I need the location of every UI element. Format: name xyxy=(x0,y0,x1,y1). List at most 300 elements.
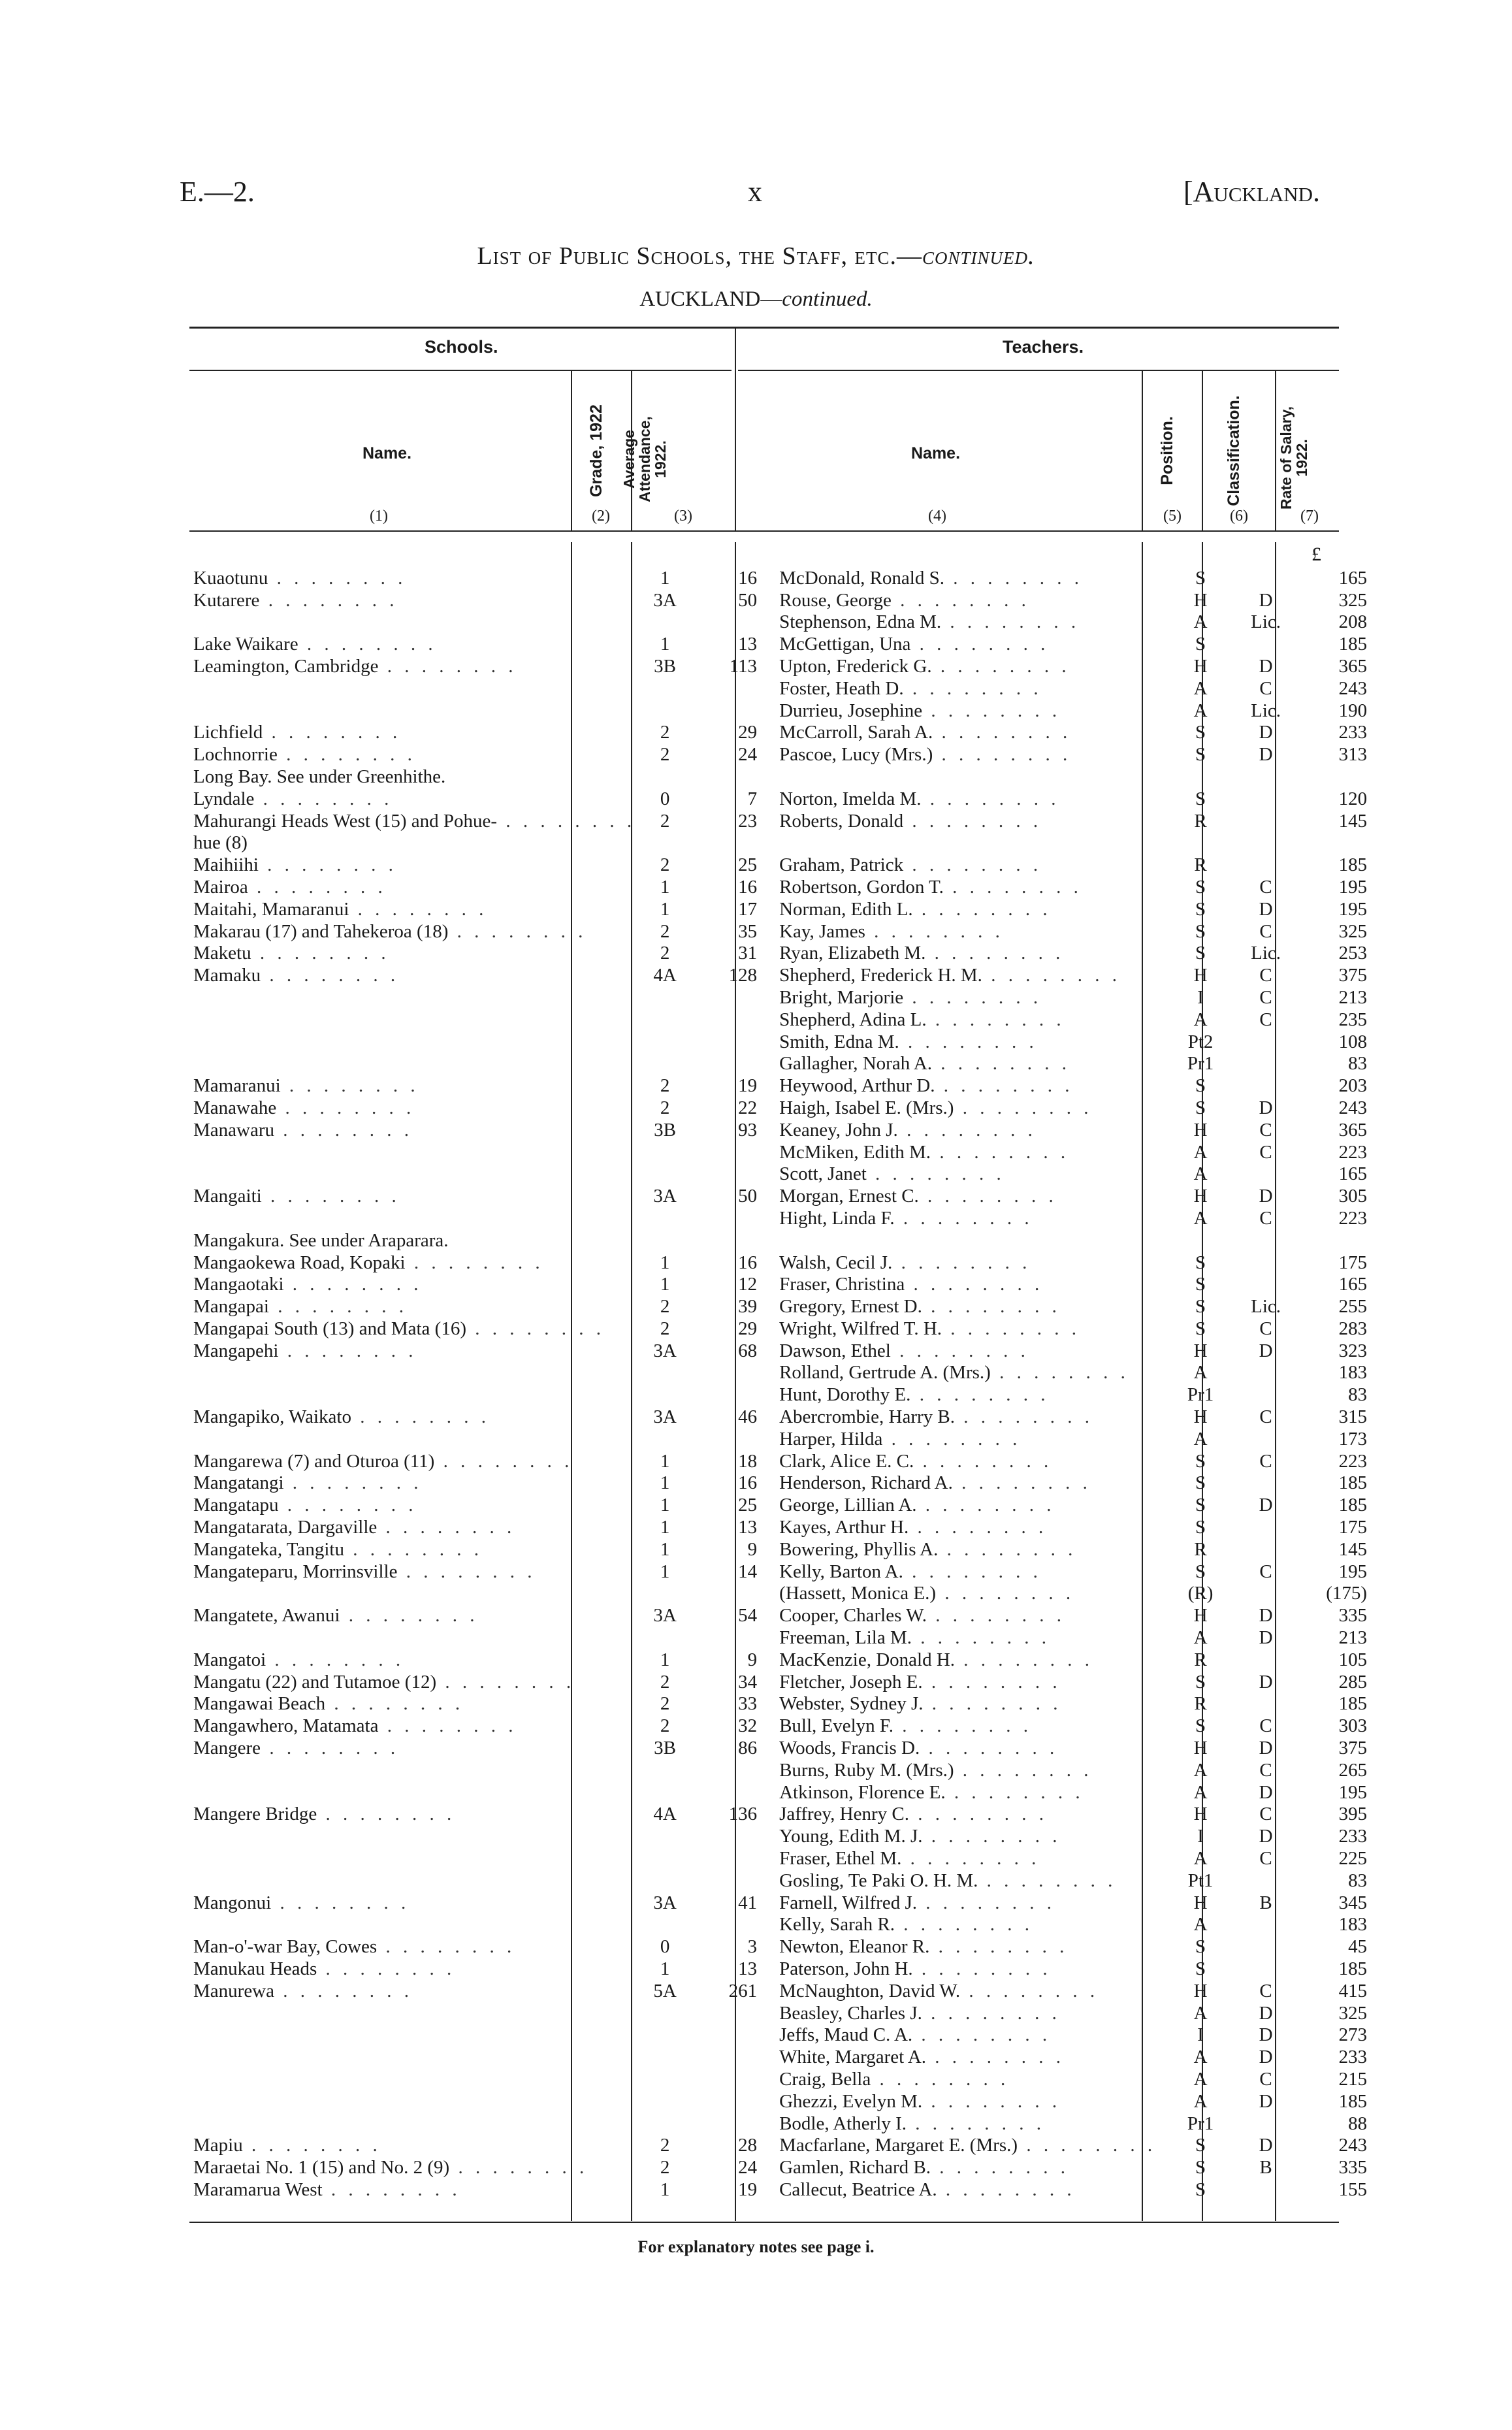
school-name: Mangarewa (7) and Oturoa (11) xyxy=(193,1450,435,1472)
teacher-name-cell xyxy=(762,2090,1171,2113)
position: A xyxy=(1193,677,1208,699)
leader-dots: . . . . . . . . xyxy=(925,943,1065,964)
school-name-cell xyxy=(189,1318,635,1340)
grade: 2 xyxy=(660,1075,670,1097)
salary-cell xyxy=(1302,611,1372,634)
salary-cell xyxy=(1302,1538,1372,1561)
col-position: Position. xyxy=(1158,416,1176,485)
grade: 1 xyxy=(660,1472,670,1494)
school-name: Kutarere xyxy=(193,589,260,611)
group-header-schools: Schools. xyxy=(425,337,498,357)
leader-dots: . . . . . . . . xyxy=(254,788,393,809)
school-name: Maraetai No. 1 (15) and No. 2 (9) xyxy=(193,2157,450,2179)
classification-cell xyxy=(1230,1295,1302,1318)
classification-cell xyxy=(1230,1627,1302,1649)
leader-dots: . . . . . . . . xyxy=(912,1958,1052,1979)
salary-cell xyxy=(1302,1847,1372,1870)
classification-cell xyxy=(1230,1009,1302,1031)
attendance-cell xyxy=(694,1119,762,1141)
table-row xyxy=(189,1141,1372,1163)
colnum-2: (2) xyxy=(592,508,610,525)
position: H xyxy=(1193,589,1208,611)
teacher-name: Callecut, Beatrice A. xyxy=(779,2179,937,2200)
leader-dots: . . . . . . . . xyxy=(952,1472,1091,1494)
position: Pt2 xyxy=(1187,1031,1214,1052)
classification: D xyxy=(1259,655,1273,677)
col-attendance: Average Attendance, 1922. xyxy=(620,416,669,502)
school-name-cell xyxy=(189,1428,635,1450)
leader-dots: . . . . . . . . xyxy=(929,1936,1069,1958)
position: S xyxy=(1195,2157,1206,2179)
grade-cell xyxy=(635,1781,694,1804)
attendance-cell xyxy=(694,611,762,634)
leader-dots: . . . . . . . . xyxy=(283,1472,423,1494)
classification-cell xyxy=(1230,1494,1302,1516)
teacher-name-cell xyxy=(762,1384,1171,1406)
position: S xyxy=(1195,1517,1206,1538)
school-name-cell xyxy=(189,1892,635,1914)
grade: 1 xyxy=(660,1274,670,1295)
grade-cell xyxy=(635,1428,694,1450)
attendance-cell xyxy=(694,1207,762,1229)
position-cell xyxy=(1171,2046,1230,2068)
grade: 2 xyxy=(660,920,670,942)
position: A xyxy=(1193,2068,1208,2090)
teacher-name: Robertson, Gordon T. xyxy=(779,876,944,898)
salary-cell xyxy=(1302,898,1372,920)
position: H xyxy=(1193,1738,1208,1759)
grade: 3B xyxy=(654,655,676,677)
school-name-cell xyxy=(189,1163,635,1186)
position: S xyxy=(1195,634,1206,655)
table-row xyxy=(189,1406,1372,1428)
salary: 233 xyxy=(1338,722,1368,743)
classification-cell xyxy=(1230,832,1302,854)
position-cell xyxy=(1171,766,1230,788)
classification: C xyxy=(1259,986,1272,1008)
colnum-4: (4) xyxy=(928,508,946,525)
grade: 2 xyxy=(660,2135,670,2156)
grade: 0 xyxy=(660,1936,670,1958)
school-name: Mangawai Beach xyxy=(193,1693,326,1715)
grade-cell xyxy=(635,1031,694,1053)
leader-dots: . . . . . . . . xyxy=(897,1119,1037,1141)
school-name-cell xyxy=(189,1340,635,1362)
leader-dots: . . . . . . . . xyxy=(248,876,387,898)
school-name: Mairoa xyxy=(193,876,248,898)
attendance: 16 xyxy=(738,1252,758,1273)
leader-dots: . . . . . . . . xyxy=(378,1715,517,1737)
school-name: Mangere xyxy=(193,1738,261,1759)
attendance-cell xyxy=(694,1825,762,1847)
position-cell xyxy=(1171,2179,1230,2201)
position-cell xyxy=(1171,1009,1230,1031)
classification-cell xyxy=(1230,1980,1302,2002)
teacher-name-cell xyxy=(762,743,1171,766)
teacher-name-cell xyxy=(762,655,1171,677)
classification-cell xyxy=(1230,1693,1302,1715)
school-name: Mangatarata, Dargaville xyxy=(193,1517,378,1538)
school-name-cell xyxy=(189,1958,635,1980)
teacher-name-cell xyxy=(762,876,1171,898)
attendance-cell xyxy=(694,898,762,920)
teacher-name: Webster, Sydney J. xyxy=(779,1693,924,1715)
attendance: 22 xyxy=(738,1097,758,1118)
teacher-name: Clark, Alice E. C. xyxy=(779,1450,914,1472)
position-cell xyxy=(1171,1075,1230,1097)
table-row xyxy=(189,2046,1372,2068)
teacher-name-cell xyxy=(762,700,1171,722)
grade: 1 xyxy=(660,567,670,589)
leader-dots: . . . . . . . . xyxy=(912,2024,1052,2046)
leader-dots: . . . . . . . . xyxy=(920,1738,1059,1759)
classification-cell xyxy=(1230,1428,1302,1450)
leader-dots: . . . . . . . . xyxy=(377,1936,516,1958)
teacher-name: Newton, Eleanor R. xyxy=(779,1936,930,1958)
table-row xyxy=(189,1847,1372,1870)
salary: 185 xyxy=(1338,2090,1368,2112)
school-name-cell xyxy=(189,1649,635,1671)
classification: D xyxy=(1259,2024,1273,2046)
leader-dots: . . . . . . . . xyxy=(899,1031,1038,1052)
teacher-name-cell xyxy=(762,633,1171,655)
attendance: 13 xyxy=(738,1958,758,1979)
classification-cell xyxy=(1230,722,1302,744)
grade-cell xyxy=(635,1980,694,2002)
position: H xyxy=(1193,965,1208,986)
position: I xyxy=(1197,1826,1204,1847)
teacher-name-cell xyxy=(762,854,1171,876)
leader-dots: . . . . . . . . xyxy=(261,965,400,986)
school-name: Mapiu xyxy=(193,2135,243,2156)
school-name-cell xyxy=(189,1384,635,1406)
leader-dots: . . . . . . . . xyxy=(906,2113,1045,2134)
school-name-cell xyxy=(189,1561,635,1583)
salary: 255 xyxy=(1338,1296,1368,1318)
teacher-name-cell xyxy=(762,1980,1171,2002)
school-name-cell xyxy=(189,766,635,788)
salary: 395 xyxy=(1338,1804,1368,1825)
classification: B xyxy=(1259,1892,1272,1913)
grade: 1 xyxy=(660,2179,670,2200)
classification: D xyxy=(1259,744,1273,766)
leader-dots: . . . . . . . . xyxy=(283,1274,423,1295)
salary: 345 xyxy=(1338,1892,1368,1913)
school-name-cell xyxy=(189,832,635,854)
grade: 1 xyxy=(660,1538,670,1560)
teacher-name-cell xyxy=(762,1075,1171,1097)
table-row xyxy=(189,2156,1372,2179)
teacher-name: Norman, Edith L. xyxy=(779,898,913,920)
position: A xyxy=(1193,1163,1208,1185)
attendance: 25 xyxy=(738,854,758,876)
classification-cell xyxy=(1230,1715,1302,1737)
grade-cell xyxy=(635,2135,694,2157)
position: A xyxy=(1193,1848,1208,1870)
school-name-cell xyxy=(189,1031,635,1053)
leader-dots: . . . . . . . . xyxy=(448,920,587,942)
attendance-cell xyxy=(694,832,762,854)
table-row xyxy=(189,2002,1372,2024)
salary-cell xyxy=(1302,943,1372,965)
leader-dots: . . . . . . . . xyxy=(894,1914,1033,1936)
salary-cell xyxy=(1302,722,1372,744)
classification-cell xyxy=(1230,1362,1302,1384)
grade-cell xyxy=(635,1229,694,1252)
leader-dots: . . . . . . . . xyxy=(274,1980,413,2001)
salary-cell xyxy=(1302,1141,1372,1163)
leader-dots: . . . . . . . . xyxy=(317,1804,456,1825)
grade-cell xyxy=(635,1759,694,1781)
table-row xyxy=(189,1340,1372,1362)
position: I xyxy=(1197,986,1204,1008)
attendance-cell xyxy=(694,2090,762,2113)
grade-cell xyxy=(635,1472,694,1495)
school-name-cell xyxy=(189,1516,635,1538)
attendance-cell xyxy=(694,1053,762,1075)
salary: 145 xyxy=(1338,810,1368,832)
teacher-name: Burns, Ruby M. (Mrs.) xyxy=(779,1759,954,1781)
salary-cell xyxy=(1302,876,1372,898)
teacher-name-cell xyxy=(762,2179,1171,2201)
grade: 3B xyxy=(654,1119,676,1141)
salary: 335 xyxy=(1338,2157,1368,2179)
position-cell xyxy=(1171,876,1230,898)
position-cell xyxy=(1171,832,1230,854)
attendance-cell xyxy=(694,1362,762,1384)
school-name: Mangatapu xyxy=(193,1495,279,1516)
leader-dots: . . . . . . . . xyxy=(910,634,1050,655)
position-cell xyxy=(1171,1494,1230,1516)
teacher-name: Beasley, Charles J. xyxy=(779,2002,922,2024)
salary: 243 xyxy=(1338,1097,1368,1118)
teacher-name: Gamlen, Richard B. xyxy=(779,2157,931,2179)
salary-cell xyxy=(1302,2113,1372,2135)
table-row xyxy=(189,633,1372,655)
teacher-name-cell xyxy=(762,2156,1171,2179)
teacher-name-cell xyxy=(762,986,1171,1009)
school-name-cell xyxy=(189,2113,635,2135)
salary-cell xyxy=(1302,2135,1372,2157)
position-cell xyxy=(1171,1384,1230,1406)
teacher-name: George, Lillian A. xyxy=(779,1495,917,1516)
leader-dots: . . . . . . . . xyxy=(901,1848,1040,1870)
salary-cell xyxy=(1302,854,1372,876)
salary: 45 xyxy=(1348,1936,1368,1958)
position-cell xyxy=(1171,1185,1230,1207)
classification-cell xyxy=(1230,876,1302,898)
salary: 325 xyxy=(1338,589,1368,611)
grade: 2 xyxy=(660,1715,670,1737)
table-row xyxy=(189,1362,1372,1384)
grade-cell xyxy=(635,1340,694,1362)
header-bottom-rule xyxy=(189,530,1339,532)
attendance: 68 xyxy=(738,1340,758,1361)
teacher-name-cell xyxy=(762,788,1171,810)
attendance: 16 xyxy=(738,876,758,898)
attendance-cell xyxy=(694,2156,762,2179)
leader-dots: . . . . . . . . xyxy=(931,2157,1070,2179)
classification: C xyxy=(1259,1980,1272,2001)
classification: D xyxy=(1259,1671,1273,1693)
table-row xyxy=(189,1870,1372,1892)
salary-cell xyxy=(1302,1604,1372,1627)
salary-cell xyxy=(1302,677,1372,700)
position: R xyxy=(1194,1693,1207,1715)
grade-cell xyxy=(635,1671,694,1693)
teacher-name-cell xyxy=(762,1583,1171,1605)
salary: (175) xyxy=(1326,1583,1368,1604)
table-row xyxy=(189,1759,1372,1781)
school-name: Maketu xyxy=(193,943,251,964)
classification-cell xyxy=(1230,2179,1302,2201)
salary: 235 xyxy=(1338,1009,1368,1030)
school-name-cell xyxy=(189,788,635,810)
attendance-cell xyxy=(694,1538,762,1561)
subtitle-text: AUCKLAND— xyxy=(639,287,782,311)
position: A xyxy=(1193,2047,1208,2068)
table-row xyxy=(189,1804,1372,1826)
position-cell xyxy=(1171,1671,1230,1693)
grade: 3A xyxy=(653,1406,677,1428)
grade-cell xyxy=(635,1295,694,1318)
classification-cell xyxy=(1230,1031,1302,1053)
grade-cell xyxy=(635,766,694,788)
grade-cell xyxy=(635,964,694,986)
teacher-name-cell xyxy=(762,589,1171,611)
school-name: Maramarua West xyxy=(193,2179,323,2200)
school-name-cell xyxy=(189,920,635,943)
school-name-cell xyxy=(189,876,635,898)
salary-cell xyxy=(1302,2068,1372,2090)
grade-cell xyxy=(635,2024,694,2047)
grade-cell xyxy=(635,1561,694,1583)
leader-dots: . . . . . . . . xyxy=(882,1428,1021,1450)
position: A xyxy=(1193,2002,1208,2024)
salary: 83 xyxy=(1348,1384,1368,1406)
school-name-cell xyxy=(189,1980,635,2002)
table-row xyxy=(189,964,1372,986)
teacher-name-cell xyxy=(762,567,1171,589)
page-title xyxy=(0,242,1512,270)
teacher-name-cell xyxy=(762,920,1171,943)
salary: 165 xyxy=(1338,567,1368,589)
salary: 303 xyxy=(1338,1715,1368,1737)
attendance-cell xyxy=(694,1516,762,1538)
teacher-name: Gregory, Ernest D. xyxy=(779,1296,922,1318)
school-name-cell xyxy=(189,1781,635,1804)
classification-cell xyxy=(1230,920,1302,943)
attendance-cell xyxy=(694,700,762,722)
classification-cell xyxy=(1230,1936,1302,1958)
table-row xyxy=(189,2113,1372,2135)
position-cell xyxy=(1171,1141,1230,1163)
classification-cell xyxy=(1230,1318,1302,1340)
teacher-name: Rouse, George xyxy=(779,589,892,611)
teacher-name: Ghezzi, Evelyn M. xyxy=(779,2090,923,2112)
teacher-name: Wright, Wilfred T. H. xyxy=(779,1318,942,1339)
classification: C xyxy=(1259,1804,1272,1825)
salary-cell xyxy=(1302,1472,1372,1495)
attendance: 19 xyxy=(738,1075,758,1097)
attendance-cell xyxy=(694,1804,762,1826)
grade-cell xyxy=(635,589,694,611)
table-row xyxy=(189,1031,1372,1053)
table-row xyxy=(189,567,1372,589)
salary: 195 xyxy=(1338,1561,1368,1582)
leader-dots: . . . . . . . . xyxy=(893,1715,1032,1737)
table-row xyxy=(189,1472,1372,1495)
position: A xyxy=(1193,611,1208,633)
teacher-name-cell xyxy=(762,2024,1171,2047)
grade-cell xyxy=(635,1516,694,1538)
school-name-cell xyxy=(189,1450,635,1472)
attendance: 54 xyxy=(738,1605,758,1627)
salary: 365 xyxy=(1338,1119,1368,1141)
school-name: Manurewa xyxy=(193,1980,275,2001)
salary: 253 xyxy=(1338,943,1368,964)
classification: D xyxy=(1259,1738,1273,1759)
school-name: Lichfield xyxy=(193,722,263,743)
classification: C xyxy=(1259,2068,1272,2090)
school-name-cell xyxy=(189,722,635,744)
classification-cell xyxy=(1230,2113,1302,2135)
leader-dots: . . . . . . . . xyxy=(978,1870,1117,1891)
teacher-name-cell xyxy=(762,964,1171,986)
leader-dots: . . . . . . . . xyxy=(922,1671,1061,1693)
attendance: 19 xyxy=(738,2179,758,2200)
teacher-name: McDonald, Ronald S. xyxy=(779,567,944,589)
school-name: Mamaranui xyxy=(193,1075,281,1097)
school-name-cell xyxy=(189,1804,635,1826)
attendance-cell xyxy=(694,1781,762,1804)
attendance-cell xyxy=(694,1229,762,1252)
attendance-cell xyxy=(694,1715,762,1737)
table-row xyxy=(189,1428,1372,1450)
salary: 183 xyxy=(1338,1362,1368,1384)
attendance: 12 xyxy=(738,1274,758,1295)
salary-cell xyxy=(1302,1870,1372,1892)
grade: 1 xyxy=(660,1495,670,1516)
table-row xyxy=(189,1207,1372,1229)
salary-cell xyxy=(1302,1053,1372,1075)
grade-cell xyxy=(635,943,694,965)
teacher-name-cell xyxy=(762,1649,1171,1671)
attendance: 3 xyxy=(747,1936,758,1958)
classification-cell xyxy=(1230,1384,1302,1406)
school-name-cell xyxy=(189,2068,635,2090)
attendance-cell xyxy=(694,1494,762,1516)
attendance: 136 xyxy=(728,1804,758,1825)
attendance-cell xyxy=(694,788,762,810)
grade-cell xyxy=(635,655,694,677)
salary: 83 xyxy=(1348,1053,1368,1075)
grade-cell xyxy=(635,920,694,943)
grade: 1 xyxy=(660,1450,670,1472)
teacher-name: Macfarlane, Margaret E. (Mrs.) xyxy=(779,2135,1018,2156)
teacher-name-cell xyxy=(762,1340,1171,1362)
teacher-name-cell xyxy=(762,810,1171,832)
table-row xyxy=(189,1185,1372,1207)
teacher-name-cell xyxy=(762,1958,1171,1980)
classification-cell xyxy=(1230,2024,1302,2047)
position: S xyxy=(1195,1561,1206,1582)
position-cell xyxy=(1171,1252,1230,1274)
leader-dots: . . . . . . . . xyxy=(274,1119,413,1141)
grade: 1 xyxy=(660,634,670,655)
teacher-name: McMiken, Edith M. xyxy=(779,1141,931,1163)
classification-cell xyxy=(1230,1847,1302,1870)
